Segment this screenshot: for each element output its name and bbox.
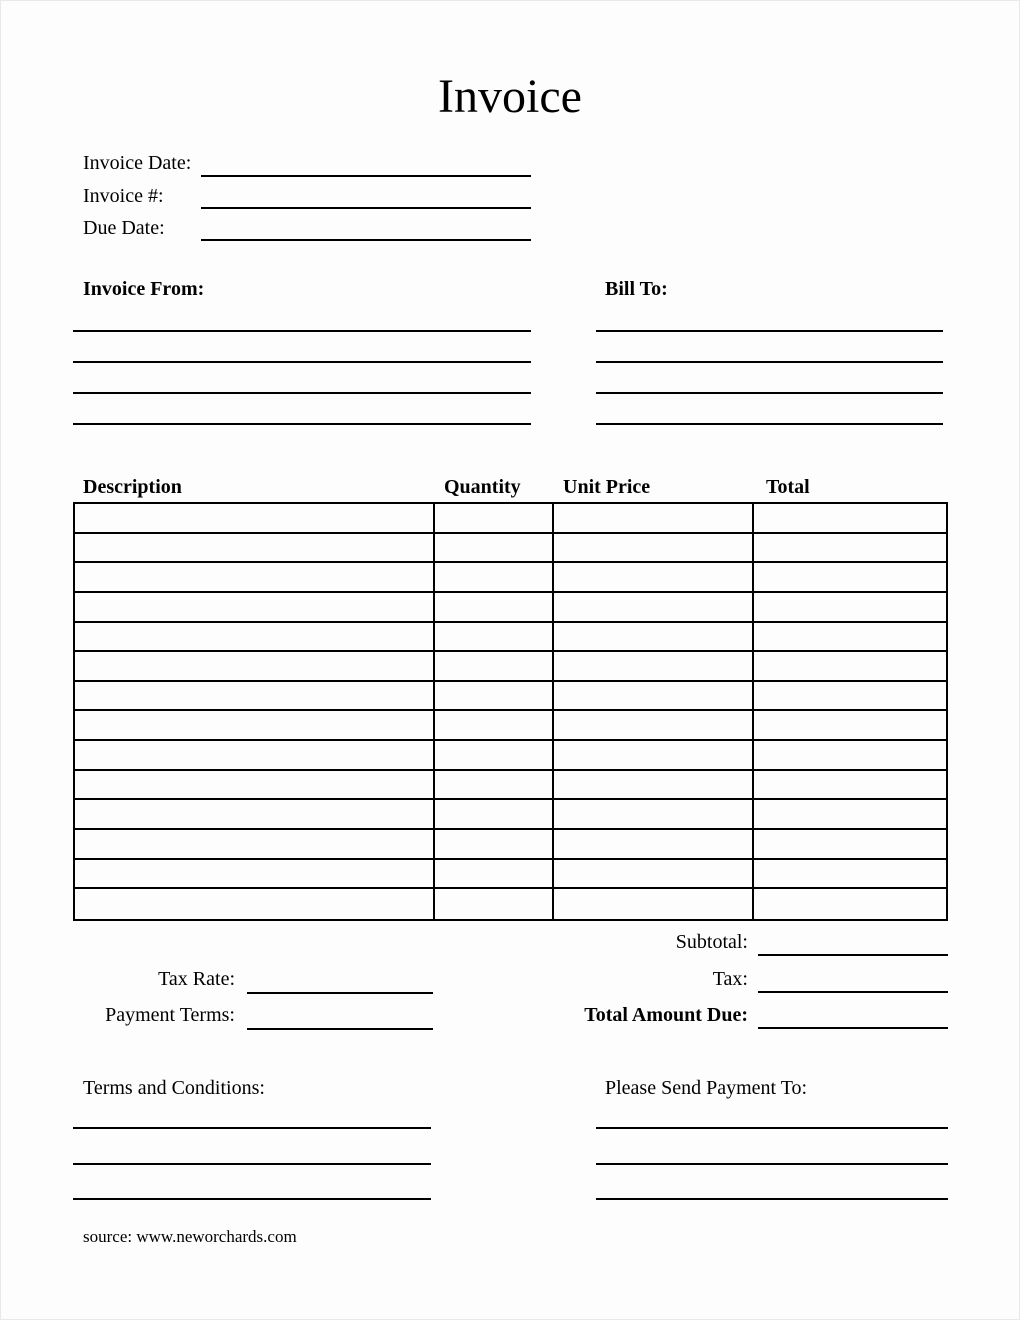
item-cell-r13-c2[interactable] (435, 860, 555, 890)
terms-line[interactable] (73, 1163, 431, 1165)
terms-and-conditions-label: Terms and Conditions: (83, 1077, 265, 1099)
item-cell-r14-c2[interactable] (435, 889, 555, 919)
item-cell-r14-c4[interactable] (754, 889, 946, 919)
item-cell-r6-c2[interactable] (435, 652, 555, 682)
payment-terms-label: Payment Terms: (105, 1004, 235, 1026)
item-cell-r8-c1[interactable] (75, 711, 435, 741)
item-cell-r12-c3[interactable] (554, 830, 754, 860)
item-cell-r2-c1[interactable] (75, 534, 435, 564)
invoice-from-address-line[interactable] (73, 330, 531, 332)
payment-to-line[interactable] (596, 1163, 948, 1165)
invoice-number-input-line[interactable] (201, 207, 531, 209)
due-date-label: Due Date: (83, 217, 165, 239)
item-cell-r3-c2[interactable] (435, 563, 555, 593)
item-cell-r11-c2[interactable] (435, 800, 555, 830)
bill-to-address-line[interactable] (596, 423, 943, 425)
items-table (73, 502, 948, 921)
item-cell-r4-c4[interactable] (754, 593, 946, 623)
bill-to-address-line[interactable] (596, 361, 943, 363)
item-cell-r10-c4[interactable] (754, 771, 946, 801)
due-date-input-line[interactable] (201, 239, 531, 241)
terms-line[interactable] (73, 1198, 431, 1200)
item-cell-r5-c4[interactable] (754, 623, 946, 653)
bill-to-address-line[interactable] (596, 392, 943, 394)
item-cell-r3-c4[interactable] (754, 563, 946, 593)
bill-to-address-line[interactable] (596, 330, 943, 332)
col-header-description: Description (83, 476, 182, 498)
item-cell-r10-c2[interactable] (435, 771, 555, 801)
item-cell-r9-c1[interactable] (75, 741, 435, 771)
item-cell-r8-c2[interactable] (435, 711, 555, 741)
total-amount-due-input-line[interactable] (758, 1027, 948, 1029)
invoice-from-address-line[interactable] (73, 361, 531, 363)
item-cell-r1-c4[interactable] (754, 504, 946, 534)
item-cell-r12-c2[interactable] (435, 830, 555, 860)
item-cell-r5-c2[interactable] (435, 623, 555, 653)
item-cell-r8-c4[interactable] (754, 711, 946, 741)
terms-line[interactable] (73, 1127, 431, 1129)
item-cell-r2-c3[interactable] (554, 534, 754, 564)
item-cell-r11-c3[interactable] (554, 800, 754, 830)
item-cell-r7-c4[interactable] (754, 682, 946, 712)
invoice-date-input-line[interactable] (201, 175, 531, 177)
bill-to-lines (596, 330, 943, 425)
col-header-total: Total (766, 476, 810, 498)
item-cell-r4-c3[interactable] (554, 593, 754, 623)
source-credit: source: www.neworchards.com (83, 1227, 297, 1246)
item-cell-r11-c4[interactable] (754, 800, 946, 830)
payment-to-lines (596, 1127, 948, 1200)
invoice-from-lines (73, 330, 531, 425)
invoice-date-label: Invoice Date: (83, 152, 192, 174)
col-header-unit-price: Unit Price (563, 476, 651, 498)
subtotal-input-line[interactable] (758, 954, 948, 956)
tax-input-line[interactable] (758, 991, 948, 993)
item-cell-r2-c4[interactable] (754, 534, 946, 564)
please-send-payment-label: Please Send Payment To: (605, 1077, 808, 1099)
subtotal-label: Subtotal: (675, 931, 748, 953)
item-cell-r7-c3[interactable] (554, 682, 754, 712)
item-cell-r6-c4[interactable] (754, 652, 946, 682)
bill-to-label: Bill To: (605, 278, 668, 300)
item-cell-r2-c2[interactable] (435, 534, 555, 564)
item-cell-r5-c3[interactable] (554, 623, 754, 653)
item-cell-r11-c1[interactable] (75, 800, 435, 830)
invoice-from-address-line[interactable] (73, 423, 531, 425)
item-cell-r12-c1[interactable] (75, 830, 435, 860)
item-cell-r8-c3[interactable] (554, 711, 754, 741)
item-cell-r13-c4[interactable] (754, 860, 946, 890)
payment-terms-input-line[interactable] (247, 1028, 433, 1030)
item-cell-r1-c1[interactable] (75, 504, 435, 534)
item-cell-r3-c1[interactable] (75, 563, 435, 593)
item-cell-r10-c1[interactable] (75, 771, 435, 801)
item-cell-r1-c2[interactable] (435, 504, 555, 534)
item-cell-r7-c1[interactable] (75, 682, 435, 712)
item-cell-r13-c3[interactable] (554, 860, 754, 890)
item-cell-r5-c1[interactable] (75, 623, 435, 653)
invoice-from-address-line[interactable] (73, 392, 531, 394)
item-cell-r1-c3[interactable] (554, 504, 754, 534)
tax-rate-label: Tax Rate: (158, 968, 235, 990)
item-cell-r3-c3[interactable] (554, 563, 754, 593)
item-cell-r9-c4[interactable] (754, 741, 946, 771)
payment-to-line[interactable] (596, 1198, 948, 1200)
item-cell-r14-c3[interactable] (554, 889, 754, 919)
item-cell-r13-c1[interactable] (75, 860, 435, 890)
item-cell-r6-c1[interactable] (75, 652, 435, 682)
item-cell-r7-c2[interactable] (435, 682, 555, 712)
invoice-number-label: Invoice #: (83, 185, 164, 207)
item-cell-r6-c3[interactable] (554, 652, 754, 682)
item-cell-r4-c1[interactable] (75, 593, 435, 623)
terms-and-conditions-lines (73, 1127, 431, 1200)
item-cell-r12-c4[interactable] (754, 830, 946, 860)
payment-to-line[interactable] (596, 1127, 948, 1129)
item-cell-r9-c3[interactable] (554, 741, 754, 771)
item-cell-r4-c2[interactable] (435, 593, 555, 623)
tax-rate-input-line[interactable] (247, 992, 433, 994)
item-cell-r14-c1[interactable] (75, 889, 435, 919)
total-amount-due-label: Total Amount Due: (584, 1004, 748, 1026)
page-title: Invoice (438, 70, 582, 123)
col-header-quantity: Quantity (444, 476, 521, 498)
item-cell-r10-c3[interactable] (554, 771, 754, 801)
invoice-from-label: Invoice From: (83, 278, 205, 300)
tax-label: Tax: (712, 968, 748, 990)
item-cell-r9-c2[interactable] (435, 741, 555, 771)
